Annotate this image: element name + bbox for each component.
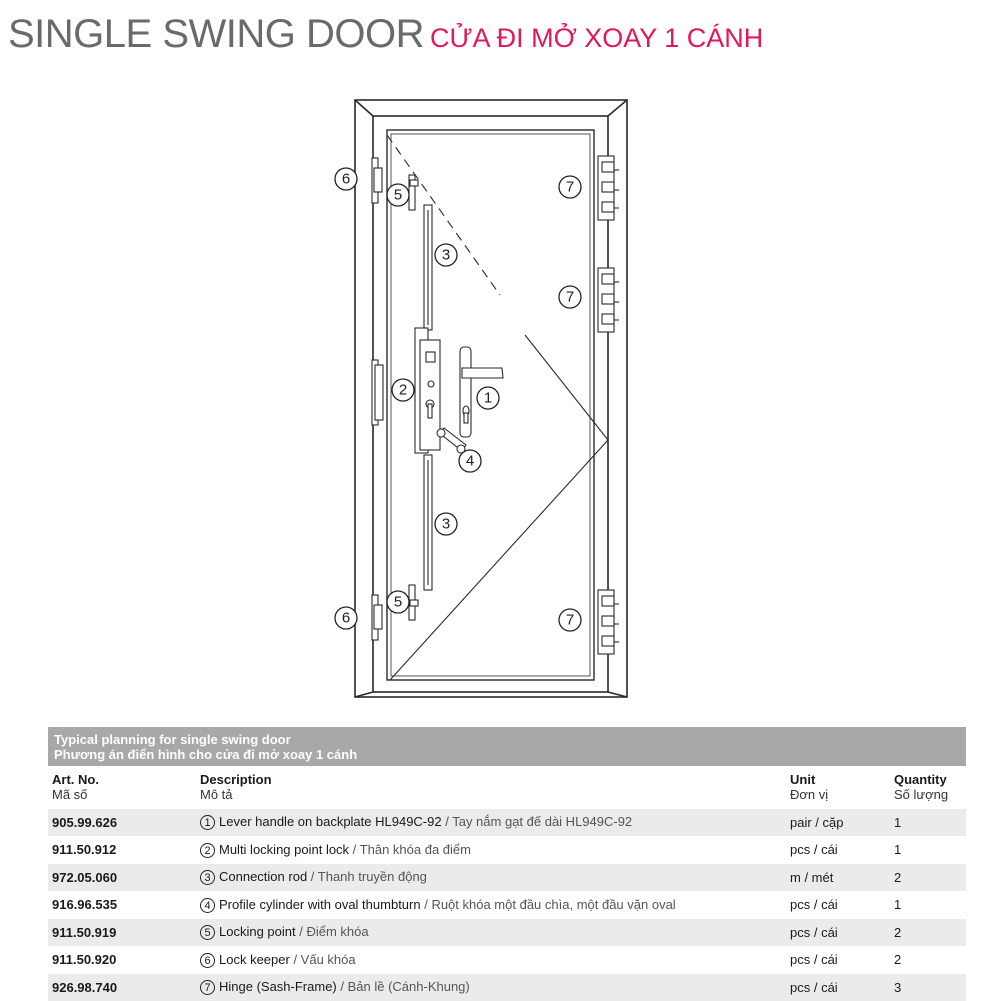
svg-text:7: 7 xyxy=(565,611,575,629)
title-english: SINGLE SWING DOOR xyxy=(8,12,424,56)
table-row: 911.50.919 5 Locking point / Điểm khóa pcs / cái 2 xyxy=(48,918,966,946)
table-column-headers xyxy=(48,766,966,808)
col-description: Description Mô tả xyxy=(200,772,272,802)
svg-text:6: 6 xyxy=(341,170,351,188)
callout-lock-keeper-upper xyxy=(335,168,357,190)
svg-text:3: 3 xyxy=(441,515,451,533)
table-row: 926.98.740 7 Hinge (Sash-Frame) / Bản lề (Cánh-Khung) pcs / cái 3 xyxy=(48,973,966,1001)
col-art-no: Art. No. Mã số xyxy=(52,772,99,802)
svg-text:4: 4 xyxy=(465,452,475,470)
title-vietnamese: CỬA ĐI MỞ XOAY 1 CÁNH xyxy=(430,23,764,53)
connection-rod-upper-shape xyxy=(424,205,432,330)
callout-multi-locking-point-lock xyxy=(392,379,414,401)
connection-rod-lower-shape xyxy=(424,455,432,590)
table-row: 972.05.060 3 Connection rod / Thanh truyền động m / mét 2 xyxy=(48,863,966,891)
item-number-badge: 1 xyxy=(200,815,215,830)
item-number-badge: 6 xyxy=(200,953,215,968)
svg-text:5: 5 xyxy=(393,186,403,204)
callout-locking-point-lower xyxy=(387,591,409,613)
callout-connection-rod-upper xyxy=(435,244,457,266)
callout-hinge-middle xyxy=(559,286,581,308)
item-number-badge: 7 xyxy=(200,980,215,995)
item-number-badge: 3 xyxy=(200,870,215,885)
svg-text:2: 2 xyxy=(398,381,408,399)
callout-lever-handle xyxy=(477,387,499,409)
item-number-badge: 2 xyxy=(200,843,215,858)
table-row: 916.96.535 4 Profile cylinder with oval thumbturn / Ruột khóa một đầu chìa, một đầu vặn oval pcs / cái 1 xyxy=(48,891,966,919)
svg-text:7: 7 xyxy=(565,178,575,196)
table-heading xyxy=(48,727,966,766)
callout-hinge-upper xyxy=(559,176,581,198)
callout-lock-keeper-lower xyxy=(335,607,357,629)
hardware-table xyxy=(48,727,966,1001)
svg-text:3: 3 xyxy=(441,246,451,264)
table-heading-vi: Phương án điển hình cho cửa đi mở xoay 1 cánh xyxy=(54,747,358,762)
table-row: 905.99.626 1 Lever handle on backplate HL949C-92 / Tay nắm gạt đế dài HL949C-92 pair / cặp 1 xyxy=(48,808,966,836)
svg-text:5: 5 xyxy=(393,593,403,611)
callout-connection-rod-lower xyxy=(435,513,457,535)
lock-body-shape xyxy=(415,328,440,453)
table-heading-en: Typical planning for single swing door xyxy=(54,732,291,747)
svg-text:1: 1 xyxy=(483,389,493,407)
col-quantity: Quantity Số lượng xyxy=(894,772,949,802)
item-number-badge: 5 xyxy=(200,925,215,940)
table-row: 911.50.912 2 Multi locking point lock / Thân khóa đa điểm pcs / cái 1 xyxy=(48,836,966,864)
item-number-badge: 4 xyxy=(200,898,215,913)
col-unit: Unit Đơn vị xyxy=(790,772,829,802)
svg-text:7: 7 xyxy=(565,288,575,306)
callout-hinge-lower xyxy=(559,609,581,631)
svg-text:6: 6 xyxy=(341,609,351,627)
callout-locking-point-upper xyxy=(387,184,409,206)
callout-profile-cylinder xyxy=(459,450,481,472)
table-row: 911.50.920 6 Lock keeper / Vấu khóa pcs / cái 2 xyxy=(48,946,966,974)
